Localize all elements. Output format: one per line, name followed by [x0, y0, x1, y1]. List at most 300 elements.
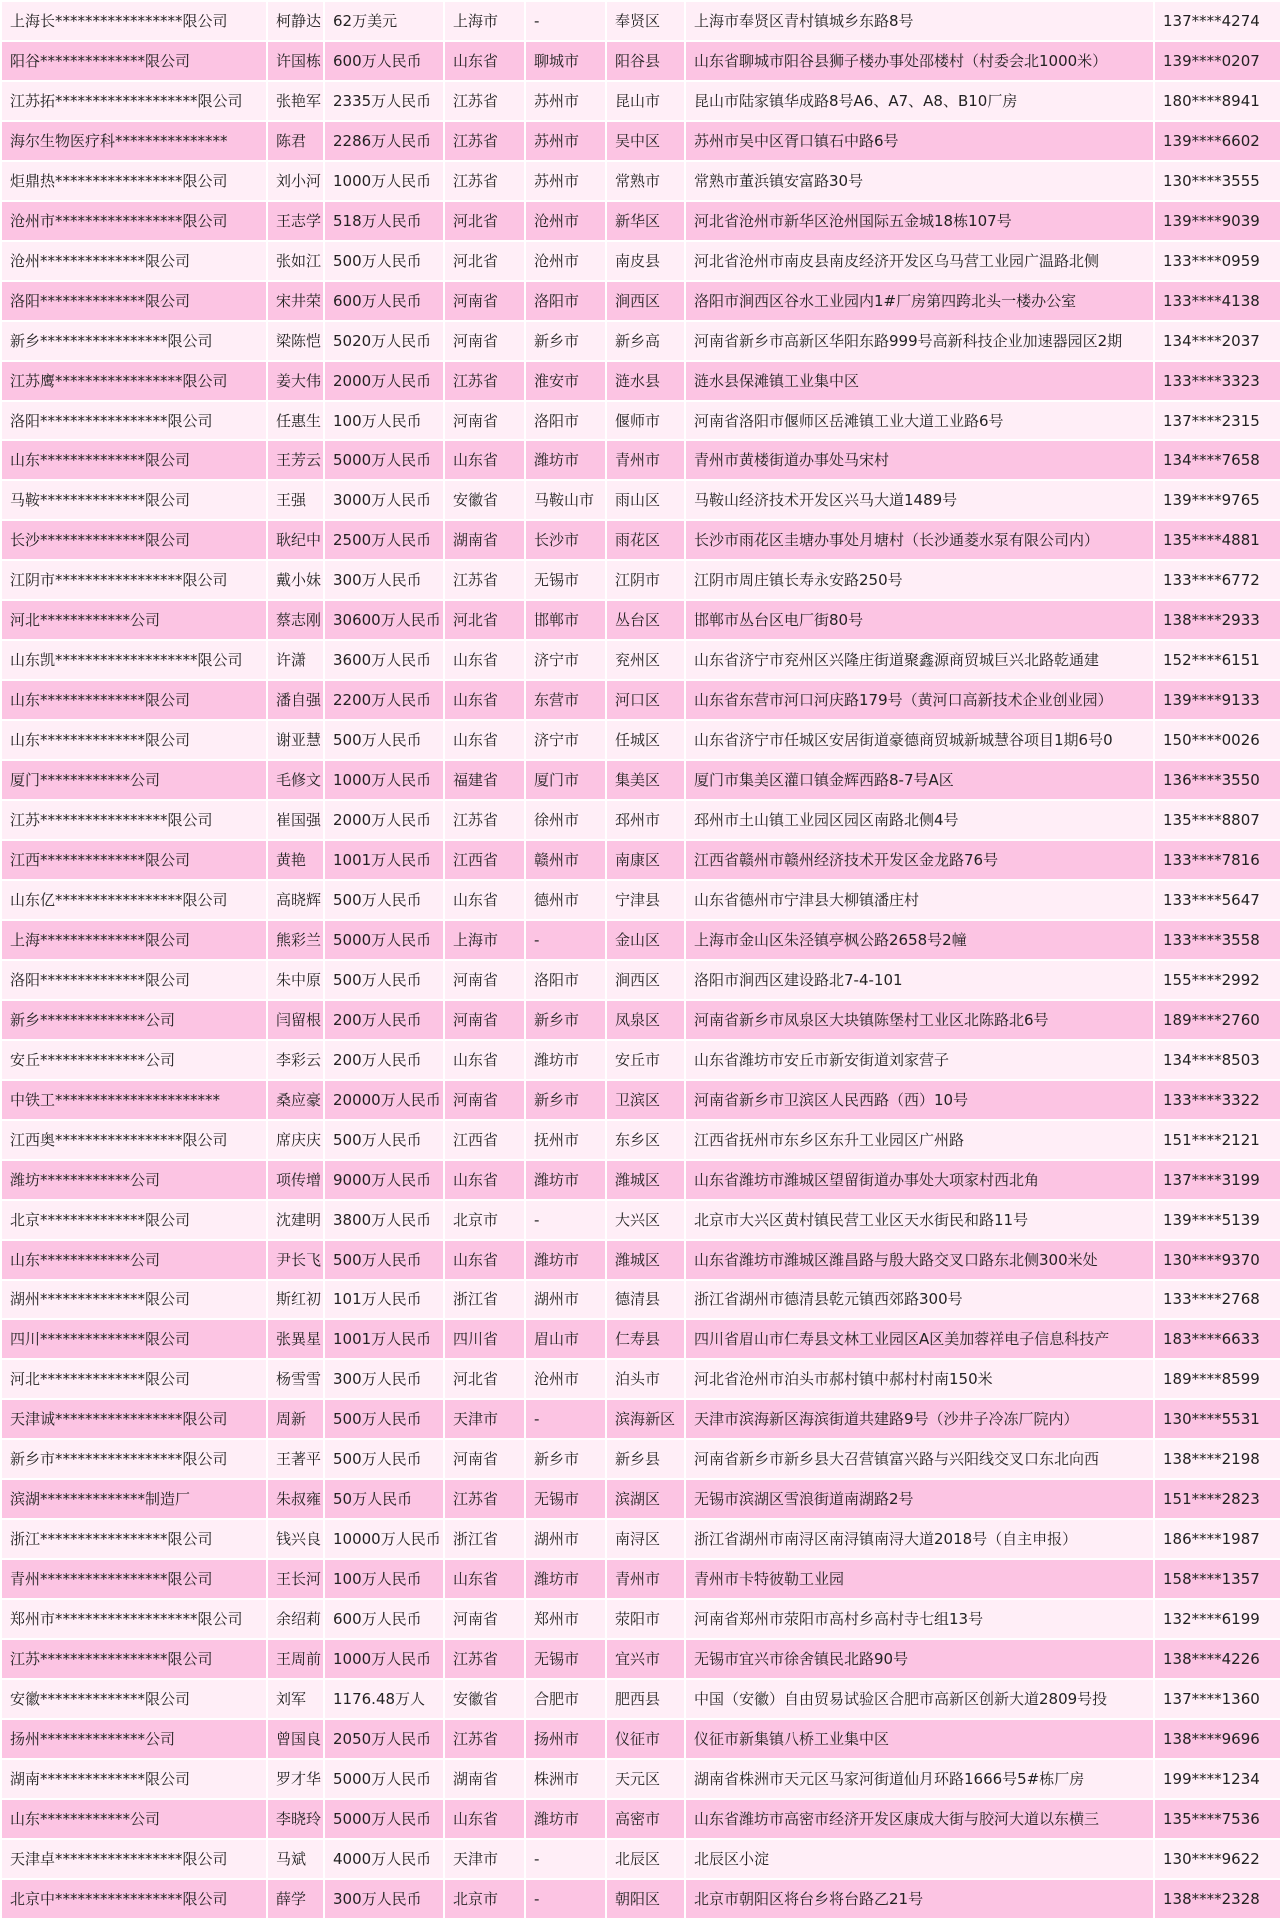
province-cell: 浙江省 [444, 1519, 525, 1559]
phone-cell: 139****0207 [1154, 41, 1280, 81]
address-cell: 马鞍山经济技术开发区兴马大道1489号 [685, 480, 1154, 520]
phone-cell: 152****6151 [1154, 640, 1280, 680]
address-cell: 河南省新乡市高新区华阳东路999号高新科技企业加速器园区2期 [685, 321, 1154, 361]
table-row [1, 1399, 1280, 1439]
phone-cell: 135****7536 [1154, 1799, 1280, 1839]
phone-cell: 139****5139 [1154, 1200, 1280, 1240]
district-cell: 邳州市 [606, 800, 685, 840]
phone-cell: 180****8941 [1154, 81, 1280, 121]
address-cell: 涟水县保滩镇工业集中区 [685, 361, 1154, 401]
province-cell: 江苏省 [444, 81, 525, 121]
district-cell: 仁寿县 [606, 1319, 685, 1359]
registered-capital-cell: 300万人民币 [324, 560, 444, 600]
district-cell: 卫滨区 [606, 1080, 685, 1120]
company-name-cell: 四川**************限公司 [1, 1319, 267, 1359]
registered-capital-cell: 100万人民币 [324, 1559, 444, 1599]
legal-representative-cell: 张如江 [267, 241, 324, 281]
address-cell: 河南省新乡市新乡县大召营镇富兴路与兴阳线交叉口东北向西 [685, 1439, 1154, 1479]
city-cell: 苏州市 [525, 121, 606, 161]
city-cell: - [525, 1879, 606, 1919]
table-row [1, 401, 1280, 441]
legal-representative-cell: 王志学 [267, 201, 324, 241]
table-row [1, 560, 1280, 600]
district-cell: 北辰区 [606, 1839, 685, 1879]
registered-capital-cell: 600万人民币 [324, 41, 444, 81]
phone-cell: 133****3322 [1154, 1080, 1280, 1120]
province-cell: 江西省 [444, 840, 525, 880]
table-row [1, 520, 1280, 560]
city-cell: 沧州市 [525, 201, 606, 241]
table-row [1, 1280, 1280, 1320]
phone-cell: 183****6633 [1154, 1319, 1280, 1359]
phone-cell: 130****3555 [1154, 161, 1280, 201]
table-row [1, 1679, 1280, 1719]
city-cell: 长沙市 [525, 520, 606, 560]
table-row [1, 1000, 1280, 1040]
table-row [1, 800, 1280, 840]
address-cell: 洛阳市涧西区谷水工业园内1#厂房第四跨北头一楼办公室 [685, 281, 1154, 321]
table-row [1, 161, 1280, 201]
address-cell: 无锡市滨湖区雪浪街道南湖路2号 [685, 1479, 1154, 1519]
address-cell: 河北省沧州市泊头市郝村镇中郝村村南150米 [685, 1359, 1154, 1399]
address-cell: 河南省郑州市荥阳市高村乡高村寺七组13号 [685, 1599, 1154, 1639]
legal-representative-cell: 黄艳 [267, 840, 324, 880]
table-row [1, 1319, 1280, 1359]
company-name-cell: 厦门************公司 [1, 760, 267, 800]
table-row [1, 81, 1280, 121]
company-name-cell: 山东亿*****************限公司 [1, 880, 267, 920]
city-cell: 潍坊市 [525, 1240, 606, 1280]
legal-representative-cell: 张異星 [267, 1319, 324, 1359]
district-cell: 河口区 [606, 680, 685, 720]
phone-cell: 134****7658 [1154, 440, 1280, 480]
registered-capital-cell: 3800万人民币 [324, 1200, 444, 1240]
district-cell: 南皮县 [606, 241, 685, 281]
registered-capital-cell: 300万人民币 [324, 1879, 444, 1919]
district-cell: 宁津县 [606, 880, 685, 920]
table-row [1, 1160, 1280, 1200]
district-cell: 金山区 [606, 920, 685, 960]
province-cell: 山东省 [444, 440, 525, 480]
address-cell: 苏州市吴中区胥口镇石中路6号 [685, 121, 1154, 161]
phone-cell: 137****2315 [1154, 401, 1280, 441]
table-row [1, 121, 1280, 161]
province-cell: 北京市 [444, 1200, 525, 1240]
table-row [1, 680, 1280, 720]
phone-cell: 158****1357 [1154, 1559, 1280, 1599]
province-cell: 山东省 [444, 720, 525, 760]
city-cell: 聊城市 [525, 41, 606, 81]
phone-cell: 133****2768 [1154, 1280, 1280, 1320]
city-cell: 新乡市 [525, 321, 606, 361]
address-cell: 山东省济宁市任城区安居街道豪德商贸城新城慧谷项目1期6号0 [685, 720, 1154, 760]
phone-cell: 132****6199 [1154, 1599, 1280, 1639]
phone-cell: 138****2328 [1154, 1879, 1280, 1919]
district-cell: 德清县 [606, 1280, 685, 1320]
phone-cell: 138****2933 [1154, 600, 1280, 640]
table-row [1, 201, 1280, 241]
registered-capital-cell: 2000万人民币 [324, 361, 444, 401]
province-cell: 河南省 [444, 401, 525, 441]
legal-representative-cell: 薛学 [267, 1879, 324, 1919]
table-row [1, 1040, 1280, 1080]
company-name-cell: 天津诚*****************限公司 [1, 1399, 267, 1439]
city-cell: 新乡市 [525, 1439, 606, 1479]
registered-capital-cell: 2050万人民币 [324, 1719, 444, 1759]
registered-capital-cell: 1000万人民币 [324, 1639, 444, 1679]
legal-representative-cell: 王著平 [267, 1439, 324, 1479]
district-cell: 朝阳区 [606, 1879, 685, 1919]
province-cell: 山东省 [444, 880, 525, 920]
province-cell: 山东省 [444, 1240, 525, 1280]
company-name-cell: 新乡*****************限公司 [1, 321, 267, 361]
company-name-cell: 山东************公司 [1, 1240, 267, 1280]
legal-representative-cell: 王长河 [267, 1559, 324, 1599]
table-row [1, 1120, 1280, 1160]
city-cell: 洛阳市 [525, 960, 606, 1000]
phone-cell: 139****9765 [1154, 480, 1280, 520]
district-cell: 凤泉区 [606, 1000, 685, 1040]
registered-capital-cell: 600万人民币 [324, 281, 444, 321]
city-cell: 德州市 [525, 880, 606, 920]
legal-representative-cell: 沈建明 [267, 1200, 324, 1240]
phone-cell: 138****4226 [1154, 1639, 1280, 1679]
legal-representative-cell: 马斌 [267, 1839, 324, 1879]
city-cell: - [525, 1200, 606, 1240]
address-cell: 青州市黄楼街道办事处马宋村 [685, 440, 1154, 480]
city-cell: 株洲市 [525, 1759, 606, 1799]
table-row [1, 241, 1280, 281]
company-name-cell: 洛阳**************限公司 [1, 960, 267, 1000]
city-cell: 无锡市 [525, 560, 606, 600]
district-cell: 青州市 [606, 1559, 685, 1599]
table-row [1, 640, 1280, 680]
province-cell: 四川省 [444, 1319, 525, 1359]
address-cell: 河南省新乡市卫滨区人民西路（西）10号 [685, 1080, 1154, 1120]
company-name-cell: 潍坊************公司 [1, 1160, 267, 1200]
registered-capital-cell: 1000万人民币 [324, 161, 444, 201]
company-name-cell: 山东**************限公司 [1, 720, 267, 760]
city-cell: 潍坊市 [525, 1040, 606, 1080]
phone-cell: 150****0026 [1154, 720, 1280, 760]
table-row [1, 361, 1280, 401]
table-row [1, 41, 1280, 81]
legal-representative-cell: 李彩云 [267, 1040, 324, 1080]
district-cell: 昆山市 [606, 81, 685, 121]
province-cell: 山东省 [444, 640, 525, 680]
district-cell: 新乡高 [606, 321, 685, 361]
phone-cell: 135****8807 [1154, 800, 1280, 840]
registered-capital-cell: 5020万人民币 [324, 321, 444, 361]
registered-capital-cell: 500万人民币 [324, 1399, 444, 1439]
company-name-cell: 江西奥*****************限公司 [1, 1120, 267, 1160]
company-name-cell: 湖州**************限公司 [1, 1280, 267, 1320]
legal-representative-cell: 张艳军 [267, 81, 324, 121]
province-cell: 安徽省 [444, 1679, 525, 1719]
city-cell: 济宁市 [525, 640, 606, 680]
phone-cell: 134****8503 [1154, 1040, 1280, 1080]
legal-representative-cell: 周新 [267, 1399, 324, 1439]
registered-capital-cell: 1001万人民币 [324, 840, 444, 880]
province-cell: 河南省 [444, 281, 525, 321]
address-cell: 天津市滨海新区海滨街道共建路9号（沙井子冷冻厂院内） [685, 1399, 1154, 1439]
province-cell: 河南省 [444, 1000, 525, 1040]
address-cell: 长沙市雨花区圭塘办事处月塘村（长沙通菱水泵有限公司内） [685, 520, 1154, 560]
province-cell: 河南省 [444, 1599, 525, 1639]
province-cell: 浙江省 [444, 1280, 525, 1320]
address-cell: 江阴市周庄镇长寿永安路250号 [685, 560, 1154, 600]
address-cell: 厦门市集美区灌口镇金辉西路8-7号A区 [685, 760, 1154, 800]
district-cell: 天元区 [606, 1759, 685, 1799]
legal-representative-cell: 许潇 [267, 640, 324, 680]
table-row [1, 1879, 1280, 1919]
legal-representative-cell: 朱叔雍 [267, 1479, 324, 1519]
province-cell: 天津市 [444, 1839, 525, 1879]
address-cell: 山东省济宁市兖州区兴隆庄街道聚鑫源商贸城巨兴北路乾通建 [685, 640, 1154, 680]
legal-representative-cell: 朱中原 [267, 960, 324, 1000]
district-cell: 新乡县 [606, 1439, 685, 1479]
phone-cell: 137****1360 [1154, 1679, 1280, 1719]
table-row [1, 1839, 1280, 1879]
address-cell: 仪征市新集镇八桥工业集中区 [685, 1719, 1154, 1759]
registered-capital-cell: 500万人民币 [324, 880, 444, 920]
phone-cell: 133****6772 [1154, 560, 1280, 600]
phone-cell: 189****2760 [1154, 1000, 1280, 1040]
table-row [1, 1599, 1280, 1639]
registered-capital-cell: 200万人民币 [324, 1040, 444, 1080]
registered-capital-cell: 500万人民币 [324, 241, 444, 281]
city-cell: 洛阳市 [525, 281, 606, 321]
legal-representative-cell: 蔡志刚 [267, 600, 324, 640]
district-cell: 涟水县 [606, 361, 685, 401]
phone-cell: 133****3558 [1154, 920, 1280, 960]
address-cell: 山东省潍坊市潍城区望留街道办事处大项家村西北角 [685, 1160, 1154, 1200]
legal-representative-cell: 熊彩兰 [267, 920, 324, 960]
city-cell: 徐州市 [525, 800, 606, 840]
registered-capital-cell: 500万人民币 [324, 960, 444, 1000]
address-cell: 上海市金山区朱泾镇亭枫公路2658号2幢 [685, 920, 1154, 960]
registered-capital-cell: 50万人民币 [324, 1479, 444, 1519]
table-row [1, 1799, 1280, 1839]
district-cell: 宜兴市 [606, 1639, 685, 1679]
company-name-cell: 江西**************限公司 [1, 840, 267, 880]
company-name-cell: 滨湖**************制造厂 [1, 1479, 267, 1519]
legal-representative-cell: 王芳云 [267, 440, 324, 480]
address-cell: 山东省潍坊市潍城区潍昌路与殷大路交叉口路东北侧300米处 [685, 1240, 1154, 1280]
phone-cell: 138****9696 [1154, 1719, 1280, 1759]
registered-capital-cell: 3600万人民币 [324, 640, 444, 680]
registered-capital-cell: 500万人民币 [324, 1120, 444, 1160]
phone-cell: 151****2823 [1154, 1479, 1280, 1519]
city-cell: 眉山市 [525, 1319, 606, 1359]
legal-representative-cell: 刘小河 [267, 161, 324, 201]
registered-capital-cell: 500万人民币 [324, 720, 444, 760]
company-name-cell: 北京**************限公司 [1, 1200, 267, 1240]
company-name-cell: 新乡**************公司 [1, 1000, 267, 1040]
address-cell: 河南省新乡市凤泉区大块镇陈堡村工业区北陈路北6号 [685, 1000, 1154, 1040]
registered-capital-cell: 2000万人民币 [324, 800, 444, 840]
address-cell: 北京市大兴区黄村镇民营工业区天水街民和路11号 [685, 1200, 1154, 1240]
district-cell: 任城区 [606, 720, 685, 760]
city-cell: 东营市 [525, 680, 606, 720]
company-name-cell: 洛阳*****************限公司 [1, 401, 267, 441]
registered-capital-cell: 1176.48万人 [324, 1679, 444, 1719]
address-cell: 山东省潍坊市高密市经济开发区康成大街与胶河大道以东横三 [685, 1799, 1154, 1839]
district-cell: 雨山区 [606, 480, 685, 520]
province-cell: 江苏省 [444, 361, 525, 401]
registered-capital-cell: 2500万人民币 [324, 520, 444, 560]
city-cell: 邯郸市 [525, 600, 606, 640]
province-cell: 河北省 [444, 1359, 525, 1399]
address-cell: 山东省东营市河口河庆路179号（黄河口高新技术企业创业园） [685, 680, 1154, 720]
legal-representative-cell: 戴小妹 [267, 560, 324, 600]
table-row [1, 1080, 1280, 1120]
company-name-cell: 上海长*****************限公司 [1, 1, 267, 41]
district-cell: 吴中区 [606, 121, 685, 161]
company-name-cell: 天津卓*****************限公司 [1, 1839, 267, 1879]
legal-representative-cell: 柯静达 [267, 1, 324, 41]
company-name-cell: 中铁工********************** [1, 1080, 267, 1120]
legal-representative-cell: 高晓辉 [267, 880, 324, 920]
province-cell: 湖南省 [444, 520, 525, 560]
registered-capital-cell: 4000万人民币 [324, 1839, 444, 1879]
legal-representative-cell: 项传增 [267, 1160, 324, 1200]
address-cell: 青州市卡特彼勒工业园 [685, 1559, 1154, 1599]
province-cell: 河北省 [444, 241, 525, 281]
phone-cell: 130****5531 [1154, 1399, 1280, 1439]
registered-capital-cell: 10000万人民币 [324, 1519, 444, 1559]
province-cell: 河北省 [444, 201, 525, 241]
legal-representative-cell: 王强 [267, 480, 324, 520]
district-cell: 荥阳市 [606, 1599, 685, 1639]
phone-cell: 139****9039 [1154, 201, 1280, 241]
table-row [1, 440, 1280, 480]
province-cell: 山东省 [444, 680, 525, 720]
city-cell: 沧州市 [525, 1359, 606, 1399]
district-cell: 奉贤区 [606, 1, 685, 41]
table-row [1, 1439, 1280, 1479]
address-cell: 中国（安徽）自由贸易试验区合肥市高新区创新大道2809号投 [685, 1679, 1154, 1719]
phone-cell: 133****7816 [1154, 840, 1280, 880]
address-cell: 北京市朝阳区将台乡将台路乙21号 [685, 1879, 1154, 1919]
province-cell: 山东省 [444, 1040, 525, 1080]
city-cell: 无锡市 [525, 1639, 606, 1679]
registered-capital-cell: 518万人民币 [324, 201, 444, 241]
table-row [1, 1519, 1280, 1559]
phone-cell: 139****6602 [1154, 121, 1280, 161]
company-name-cell: 安徽**************限公司 [1, 1679, 267, 1719]
table-row [1, 720, 1280, 760]
address-cell: 浙江省湖州市德清县乾元镇西郊路300号 [685, 1280, 1154, 1320]
legal-representative-cell: 宋井荣 [267, 281, 324, 321]
table-row [1, 1759, 1280, 1799]
province-cell: 湖南省 [444, 1759, 525, 1799]
company-name-cell: 北京中*****************限公司 [1, 1879, 267, 1919]
city-cell: 合肥市 [525, 1679, 606, 1719]
company-name-cell: 江苏*****************限公司 [1, 800, 267, 840]
district-cell: 肥西县 [606, 1679, 685, 1719]
city-cell: 马鞍山市 [525, 480, 606, 520]
registered-capital-cell: 100万人民币 [324, 401, 444, 441]
table-row [1, 1479, 1280, 1519]
company-name-cell: 江苏*****************限公司 [1, 1639, 267, 1679]
legal-representative-cell: 任惠生 [267, 401, 324, 441]
address-cell: 河南省洛阳市偃师区岳滩镇工业大道工业路6号 [685, 401, 1154, 441]
company-name-cell: 江苏鹰*****************限公司 [1, 361, 267, 401]
table-row [1, 880, 1280, 920]
company-name-cell: 炬鼎热*****************限公司 [1, 161, 267, 201]
district-cell: 高密市 [606, 1799, 685, 1839]
phone-cell: 151****2121 [1154, 1120, 1280, 1160]
company-name-cell: 山东凯*******************限公司 [1, 640, 267, 680]
legal-representative-cell: 罗才华 [267, 1759, 324, 1799]
company-name-cell: 郑州市*******************限公司 [1, 1599, 267, 1639]
phone-cell: 133****5647 [1154, 880, 1280, 920]
district-cell: 涧西区 [606, 281, 685, 321]
legal-representative-cell: 余绍莉 [267, 1599, 324, 1639]
legal-representative-cell: 闫留根 [267, 1000, 324, 1040]
table-row [1, 480, 1280, 520]
city-cell: 新乡市 [525, 1000, 606, 1040]
registered-capital-cell: 30600万人民币 [324, 600, 444, 640]
province-cell: 河南省 [444, 1439, 525, 1479]
city-cell: 郑州市 [525, 1599, 606, 1639]
company-name-cell: 山东**************限公司 [1, 680, 267, 720]
registered-capital-cell: 20000万人民币 [324, 1080, 444, 1120]
company-name-cell: 沧州**************限公司 [1, 241, 267, 281]
district-cell: 南康区 [606, 840, 685, 880]
city-cell: 湖州市 [525, 1280, 606, 1320]
legal-representative-cell: 梁陈恺 [267, 321, 324, 361]
registered-capital-cell: 5000万人民币 [324, 440, 444, 480]
district-cell: 滨湖区 [606, 1479, 685, 1519]
city-cell: 苏州市 [525, 161, 606, 201]
address-cell: 常熟市董浜镇安富路30号 [685, 161, 1154, 201]
phone-cell: 155****2992 [1154, 960, 1280, 1000]
district-cell: 大兴区 [606, 1200, 685, 1240]
registered-capital-cell: 1001万人民币 [324, 1319, 444, 1359]
registered-capital-cell: 5000万人民币 [324, 920, 444, 960]
district-cell: 江阴市 [606, 560, 685, 600]
city-cell: 济宁市 [525, 720, 606, 760]
legal-representative-cell: 曾国良 [267, 1719, 324, 1759]
province-cell: 河北省 [444, 600, 525, 640]
company-name-cell: 青州*****************限公司 [1, 1559, 267, 1599]
district-cell: 阳谷县 [606, 41, 685, 81]
city-cell: 沧州市 [525, 241, 606, 281]
registered-capital-cell: 5000万人民币 [324, 1759, 444, 1799]
registered-capital-cell: 2335万人民币 [324, 81, 444, 121]
address-cell: 四川省眉山市仁寿县文林工业园区A区美加蓉祥电子信息科技产 [685, 1319, 1154, 1359]
province-cell: 江苏省 [444, 800, 525, 840]
province-cell: 江苏省 [444, 1719, 525, 1759]
province-cell: 江苏省 [444, 121, 525, 161]
company-name-cell: 上海**************限公司 [1, 920, 267, 960]
company-name-cell: 新乡市*****************限公司 [1, 1439, 267, 1479]
table-row [1, 1719, 1280, 1759]
address-cell: 北辰区小淀 [685, 1839, 1154, 1879]
province-cell: 江西省 [444, 1120, 525, 1160]
address-cell: 湖南省株洲市天元区马家河街道仙月环路1666号5#栋厂房 [685, 1759, 1154, 1799]
city-cell: - [525, 1399, 606, 1439]
city-cell: 新乡市 [525, 1080, 606, 1120]
registered-capital-cell: 1000万人民币 [324, 760, 444, 800]
district-cell: 偃师市 [606, 401, 685, 441]
phone-cell: 130****9622 [1154, 1839, 1280, 1879]
city-cell: 湖州市 [525, 1519, 606, 1559]
company-name-cell: 长沙**************限公司 [1, 520, 267, 560]
table-row [1, 1639, 1280, 1679]
